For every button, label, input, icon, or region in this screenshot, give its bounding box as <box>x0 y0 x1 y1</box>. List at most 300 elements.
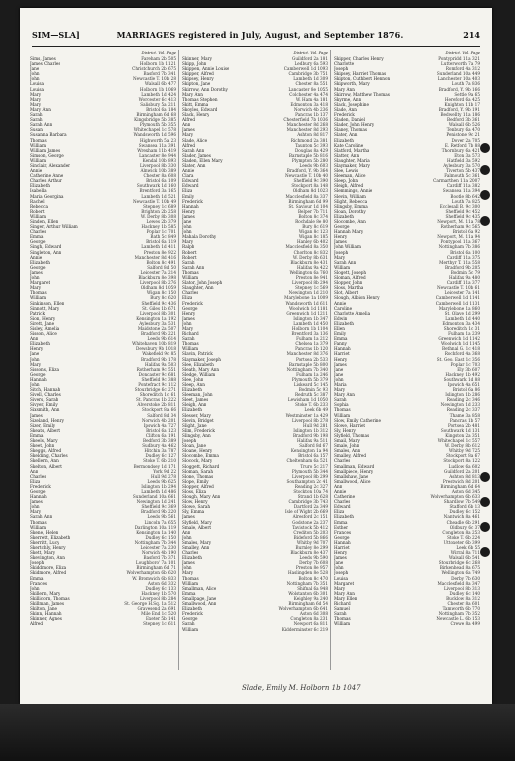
entry-name: Slemmings, Annie <box>334 188 373 194</box>
entry-name: Frances <box>30 580 48 586</box>
entry-name: James <box>182 315 195 321</box>
entry-name: James <box>182 127 195 133</box>
entry-name: James <box>182 213 195 219</box>
entry-district: Chester 8a 551 <box>295 81 328 87</box>
entry-district: Birmingham 6d 99 <box>288 198 328 204</box>
entry-name: Joseph <box>334 249 349 255</box>
entry-name: Skoyles, Edward <box>182 106 218 112</box>
entry-name: Eliza <box>182 188 193 194</box>
entry-district: Bristol 6a 86 <box>452 387 480 393</box>
entry-name: Thomas <box>30 519 47 525</box>
entry-district: Dewsbury 9b 1018 <box>136 346 176 352</box>
entry-district: Loughboro' 7a 101 <box>135 560 176 566</box>
entry-district: Bradford 9b 221 <box>140 331 176 337</box>
entry-name: Elizabeth <box>182 606 202 612</box>
entry-name: Skillern, Mary <box>30 590 61 596</box>
entry-district: W. Ham 4a 181 <box>295 96 328 102</box>
entry-name: Eliza <box>334 509 345 515</box>
entry-name: Slocock, Mary <box>182 458 213 464</box>
entry-name: Eliza <box>30 478 41 484</box>
entry-name: John <box>30 504 40 510</box>
column-head: District. Vol. Page <box>141 50 176 55</box>
entry-name: Skelding, Charles <box>30 453 68 459</box>
entry-name: Sivers, Sarah <box>30 397 59 403</box>
entry-name: John <box>30 275 40 281</box>
entry-name: Sion, Henry <box>30 315 56 321</box>
entry-district: Thornbury 6a 421 <box>441 147 480 153</box>
entry-district: Newcastle T. 10b 28 <box>132 76 176 82</box>
binder-hole <box>480 522 490 532</box>
entry-district: Brentford 3a 136 <box>291 331 328 337</box>
entry-name: Slim, Frederick <box>182 427 215 433</box>
entry-district: St. Pancras 1b 222 <box>135 397 176 403</box>
binder-hole <box>480 190 490 200</box>
entry-district: Lancaster 8e 1055 <box>288 86 328 92</box>
entry-name: Sarah Ann <box>334 259 357 265</box>
entry-name: Hannah <box>30 376 47 382</box>
entry-district: Whitechapel 1c 557 <box>437 438 480 444</box>
entry-name: Slight, Jane <box>182 422 207 428</box>
entry-district: Bristol 6a 184 <box>146 106 176 112</box>
entry-district: Godstone 2a 237 <box>292 519 328 525</box>
entry-name: William <box>30 524 47 530</box>
entry-name: Ellen <box>334 325 345 331</box>
entry-district: Brighton 2b 258 <box>141 208 176 214</box>
entry-district: W. Derby 8b 612 <box>444 443 480 449</box>
entry-district: Stockport 8a 148 <box>291 183 328 189</box>
entry-name: Margaret <box>334 580 355 586</box>
entry-name: Hannah Mary <box>334 229 364 235</box>
column-1 <box>30 50 176 672</box>
entry-district: Portsea 2b 481 <box>448 422 480 428</box>
entry-district: Basford 7b 371 <box>143 555 176 561</box>
entry-name: Sirett, Jane <box>30 320 55 326</box>
entry-district: Bolton 8c 374 <box>298 213 328 219</box>
entry-name: Sleigh, Alfred <box>334 183 364 189</box>
entry-district: Marylebone 1a 1009 <box>284 295 328 301</box>
entry-district: Bristol 6a 119 <box>146 239 176 245</box>
entry-district: Lewes 2b 379 <box>146 219 176 224</box>
entry-district: Aston 6d 345 <box>451 488 480 494</box>
entry-district: Hanley 6b 402 <box>296 239 328 245</box>
entry-name: Slough, Mary Ann <box>182 494 221 500</box>
entry-name: Sloman, Sarah <box>182 468 214 474</box>
entry-name: James <box>182 514 195 520</box>
entry-district: Newport 6a 811 <box>293 621 328 627</box>
entry-name: Edward <box>182 183 199 189</box>
entry-district: Ledbury 6a 593 <box>294 61 328 67</box>
entry-name: Emma <box>182 590 196 596</box>
binder-hole <box>480 497 490 507</box>
entry-name: William <box>30 142 47 148</box>
entry-name: Sleeman, Alice <box>334 173 366 179</box>
entry-name: Mary <box>30 285 42 291</box>
entry-district: Tiverton 5b 437 <box>446 168 480 174</box>
entry-district: Pontefract 9c 112 <box>138 382 176 387</box>
entry-district: Islington 1b 347 <box>293 315 328 321</box>
entry-district: Bucklow 8a 312 <box>446 595 480 601</box>
entry-district: Pancras 1b 57 <box>449 417 480 423</box>
entry-name: Mary <box>334 254 346 260</box>
entry-district: Lambeth 1d 450 <box>293 320 328 326</box>
entry-district: Swansea 11a 394 <box>442 188 480 194</box>
entry-district: St. George H.Sq. 1a 512 <box>124 601 176 607</box>
entry-name: George <box>30 239 46 245</box>
entry-district: Birmingham 6d 64 <box>440 483 480 489</box>
entry-name: Clara <box>182 173 194 179</box>
entry-name: Frederick <box>182 611 203 617</box>
entry-district: Strand 1b 628 <box>297 494 328 500</box>
entry-name: Sleep, Ann <box>182 382 205 387</box>
entry-district: Lutterworth 7a 79 <box>441 61 480 67</box>
entry-district: Settle 9a 65 <box>454 91 480 97</box>
entry-district: Ipswich 4a 727 <box>143 422 176 428</box>
entry-district: Hackney 1b 570 <box>141 590 176 596</box>
entry-name: Sledge, William <box>182 371 216 377</box>
entry-name: Sizeland, Henry <box>30 417 64 423</box>
entry-district: Nottingham 7b 340 <box>286 366 328 372</box>
entry-district: Wigan 8c 185 <box>298 234 328 240</box>
entry-name: Joseph <box>182 438 197 444</box>
entry-name: Elizabeth <box>334 320 354 326</box>
entry-district: Dartford 2a 349 <box>293 504 328 510</box>
entry-name: Harriet <box>334 351 350 357</box>
entry-district: Crewe 8a 499 <box>450 621 480 627</box>
entry-district: Aston 6d 332 <box>147 580 176 586</box>
entry-district: E. Retford 7b 88 <box>444 142 480 148</box>
entry-district: Newcastle T. 10b 40 <box>284 173 328 179</box>
entry-name: Henry <box>30 346 44 352</box>
entry-district: Pontypridd 11a 321 <box>438 56 480 61</box>
entry-name: Simson, George <box>30 152 64 158</box>
entry-district: Chester 8a 608 <box>143 173 176 179</box>
entry-district: Barnstaple 5b 800 <box>288 361 328 367</box>
entry-name: Smale, John <box>334 443 360 449</box>
entry-district: Hackney 1b 492 <box>445 371 480 377</box>
entry-name: Henry <box>182 208 196 214</box>
entry-name: Eliza <box>182 295 193 301</box>
entry-district: Fulham 1a 246 <box>296 371 328 377</box>
entry-name: Skelton, Albert <box>30 463 62 469</box>
entry-name: John William <box>334 244 361 250</box>
entry-district: Oldbury 6c 37 <box>449 524 480 530</box>
entry-district: Congleton 8a 231 <box>290 616 328 622</box>
entry-name: Slopper, John <box>334 280 363 286</box>
entry-name: Skipper, Charles Henry <box>334 56 384 61</box>
entry-district: Bristol 6a 157 <box>298 453 328 459</box>
entry-district: Lanchester 10a 403 <box>437 76 480 82</box>
entry-district: Thame 3a 858 <box>449 412 480 418</box>
entry-name: Sarah Ann <box>30 514 53 520</box>
entry-district: Fulham 1a 212 <box>296 336 328 342</box>
entry-district: Ashton 8d 813 <box>449 473 480 479</box>
entry-name: Annie <box>334 300 347 306</box>
entry-name: Fanny <box>334 341 347 347</box>
entry-name: Slaughter, Ann <box>182 285 214 291</box>
entry-name: Joseph <box>334 570 349 576</box>
entry-name: Mary <box>334 387 346 393</box>
entry-name: Slader, James <box>182 152 211 158</box>
column-head: District. Vol. Page <box>445 50 480 55</box>
entry-district: St. Giles 1b 671 <box>142 305 176 311</box>
entry-name: Henry <box>334 234 348 240</box>
entry-name: Ann <box>30 468 39 474</box>
entry-district: Haslingden 8e 528 <box>287 570 328 576</box>
entry-district: Basford 7b 341 <box>143 71 176 77</box>
entry-name: Sarah <box>30 117 43 123</box>
entry-district: Swansea 11a 391 <box>138 142 176 148</box>
column-head: District. Vol. Page <box>293 50 328 55</box>
entry-name: Skeels, Mary <box>30 438 58 444</box>
entry-name: Hannah <box>334 539 351 545</box>
entry-district: Lambeth 1d 486 <box>141 488 176 494</box>
entry-name: Emma <box>30 432 44 438</box>
entry-name: Skillman, James <box>30 601 65 607</box>
entry-name: Sarah Ann <box>182 264 205 270</box>
entry-district: St. Geo. East 1c 356 <box>436 356 480 362</box>
register-entry <box>30 621 176 626</box>
entry-district: Bedford 3b 389 <box>143 438 176 444</box>
entry-name: Jane <box>30 351 40 357</box>
entry-name: Slatter, Ann <box>334 152 360 158</box>
entry-district: Tamworth 6b 770 <box>442 606 480 612</box>
entry-district: Bury 8c 619 <box>302 224 328 230</box>
entry-name: Slader, John Henry <box>334 122 375 128</box>
entry-district: Fulham 1a 239 <box>448 331 480 337</box>
entry-name: Catherine Anne <box>30 173 64 179</box>
entry-name: James <box>30 412 43 418</box>
entry-district: Shifnal 6a 948 <box>297 585 328 591</box>
entry-district: Edmonton 3a 434 <box>442 320 480 326</box>
entry-district: Rochdale 8e 80 <box>295 219 328 224</box>
entry-district: Newington 1d 210 <box>288 290 328 296</box>
entry-district: Rotherham 9c 551 <box>136 366 176 372</box>
entry-district: Exeter 5b 141 <box>145 616 176 622</box>
entry-name: Smallpage, Jane <box>182 595 217 601</box>
entry-name: Catherine <box>334 494 356 500</box>
entry-name: Charles <box>30 229 47 235</box>
entry-district: Newington 1d 241 <box>136 499 176 505</box>
entry-district: Alnwick 10b 389 <box>140 168 176 174</box>
entry-name: Jane <box>334 366 344 372</box>
entry-district: Birmingham 6d 71 <box>136 565 176 571</box>
entry-district: Whitby 9d 725 <box>448 448 480 454</box>
entry-name: Sarah <box>182 336 195 342</box>
entry-name: Charlotte Amelia <box>334 310 371 316</box>
entry-district: Kensington 1a 94 <box>290 448 328 454</box>
entry-name: Charles <box>334 499 351 505</box>
entry-district: Woolwich 1d 1145 <box>440 341 480 347</box>
entry-district: Wigan 8c 123 <box>298 229 328 235</box>
entry-district: Poplar 1c 703 <box>450 361 480 367</box>
entry-name: James Charles <box>30 61 61 67</box>
entry-name: Skipton, Jane <box>182 81 211 87</box>
entry-district: Wandsworth 1d 596 <box>133 132 176 138</box>
entry-district: Aston 6d 308 <box>299 611 328 617</box>
entry-name: Thomas <box>182 341 199 347</box>
entry-name: Louisa <box>334 575 348 581</box>
entry-name: George <box>334 534 350 540</box>
entry-name: Thomas Stephen <box>182 96 218 102</box>
entry-name: Mary <box>30 509 42 515</box>
entry-name: James <box>30 269 43 275</box>
entry-district: Kensington 1a 192 <box>136 315 176 321</box>
entry-name: Charles Arthur <box>30 178 62 184</box>
entry-name: Henry <box>182 310 196 316</box>
entry-name: Slevin, Bridget <box>182 417 214 423</box>
entry-district: Halifax 9a 511 <box>296 438 328 444</box>
entry-district: Bethnal G. 1c 418 <box>442 346 480 352</box>
entry-district: Bradford, Y. 9b 191 <box>438 106 480 112</box>
handwritten-annotation: Slade, Emily M. Holborn 1b 1047 <box>242 684 361 692</box>
entry-name: Elizabeth <box>30 183 50 189</box>
entry-district: Dover 2a 705 <box>451 137 480 143</box>
entry-name: Singh, Edward <box>30 244 62 250</box>
entry-name: Isabella <box>30 188 47 194</box>
entry-name: Jane <box>334 371 344 377</box>
entry-name: Annie <box>30 168 43 174</box>
entry-name: Emma <box>334 519 348 525</box>
entry-name: Sarah Ann <box>30 122 53 128</box>
page-header <box>32 30 480 46</box>
entry-name: Hannah <box>334 346 351 352</box>
entry-name: William <box>30 157 47 163</box>
entry-district: W. Derby 8b 631 <box>292 254 328 260</box>
entry-district: Darlington 10a 119 <box>134 524 176 530</box>
entry-district: Derby 7b 608 <box>299 560 328 566</box>
entry-name: George <box>182 616 198 622</box>
entry-district: Shoreditch 1c 61 <box>139 392 176 398</box>
entry-name: Skipsey, Harriet Thomas <box>334 71 387 77</box>
entry-name: John <box>30 585 40 591</box>
entry-district: Dudley 6c 140 <box>449 590 480 596</box>
entry-name: Samuel <box>334 606 350 612</box>
entry-name: Sleeman, John <box>182 392 213 398</box>
entry-district: Ludlow 6a 602 <box>448 463 480 469</box>
entry-district: Belper 7b 711 <box>297 208 328 214</box>
entry-name: Slesser, Mary <box>182 412 211 418</box>
entry-district: Camberwell 1d 1093 <box>283 66 328 72</box>
entry-district: Marylebone 1a 860 <box>438 305 480 311</box>
entry-name: Slow, Emily Catherine <box>334 417 381 423</box>
entry-district: Birkenhead 8a 675 <box>439 565 480 571</box>
entry-district: Wrexham 11b 419 <box>137 147 176 153</box>
entry-name: Slater, Ann <box>334 132 358 138</box>
entry-district: Bermondsey 1d 171 <box>133 463 176 469</box>
entry-district: Westminster 1a 429 <box>285 412 328 418</box>
entry-district: Fareham 2b 505 <box>141 56 176 61</box>
entry-district: Doncaster 9c 681 <box>138 371 176 377</box>
entry-name: Annie <box>30 254 43 260</box>
entry-district: Camberwell 1d 1131 <box>435 300 480 306</box>
entry-district: Lambeth 1d 411 <box>141 244 176 250</box>
entry-name: William <box>30 295 47 301</box>
entry-district: Pontypool 11a 367 <box>440 239 480 245</box>
entry-name: Alfred <box>30 621 44 627</box>
entry-district: Ely 3b 607 <box>457 366 480 372</box>
entry-district: Carmarthen 11a 2007 <box>433 178 480 184</box>
entry-name: Slyfield, Thomas <box>334 432 370 438</box>
entry-name: Sims, James <box>30 56 56 61</box>
entry-name: Smales, Ann <box>334 448 361 454</box>
entry-district: Stoke T. 6b 210 <box>143 458 176 464</box>
entry-district: St. Olave 1d 299 <box>444 310 480 316</box>
entry-name: Smail, Mary <box>334 438 360 444</box>
entry-name: Frederick <box>334 112 355 118</box>
entry-name: Thomas <box>334 407 351 413</box>
entry-district: Leeds 9b 590 <box>299 555 328 561</box>
entry-district: Hereford 6a 425 <box>444 96 480 102</box>
entry-name: Elizabeth <box>30 259 50 265</box>
entry-name: Slee, Elizabeth <box>182 361 214 367</box>
entry-name: Slaymaker, Mary <box>334 162 370 168</box>
entry-name: Susan <box>30 127 43 133</box>
entry-district: Greenwich 1d 1142 <box>438 336 480 342</box>
entry-name: Mary <box>334 585 346 591</box>
register-entry <box>334 621 480 626</box>
entry-district: Walsall 6b 526 <box>448 122 480 128</box>
entry-name: Slocombe, Ann <box>334 219 366 224</box>
entry-name: Emily <box>334 331 347 337</box>
entry-name: Smalley, Alfred <box>334 453 367 459</box>
entry-name: Richard <box>182 331 199 337</box>
entry-name: Annie <box>182 168 195 174</box>
entry-district: Bath 5c 849 <box>150 234 176 240</box>
entry-district: Manchester 8d 416 <box>134 254 176 260</box>
entry-district: Chelsea 1a 379 <box>295 341 328 347</box>
entry-name: Skevington, Ann <box>30 555 65 561</box>
entry-name: Sloan, Dorothy <box>334 208 366 214</box>
entry-name: Patrick <box>30 310 46 316</box>
entry-district: Liverpool 8b 294 <box>291 280 328 286</box>
entry-district: Merthyr T. 11a 558 <box>439 259 480 265</box>
entry-name: Susanna Barbara <box>30 132 67 138</box>
entry-district: Bideford 5b 866 <box>293 534 328 540</box>
entry-name: Sisley, Amelia <box>30 325 60 331</box>
entry-name: Skett, Mary <box>30 550 56 556</box>
entry-name: Smallman, Edward <box>334 463 375 469</box>
entry-name: Slone, Thomas <box>182 473 214 479</box>
entry-district: Wirral 8a 711 <box>450 550 480 556</box>
entry-district: Sunderland 10a 661 <box>132 494 176 500</box>
entry-name: Sinclair, Alexander <box>30 162 71 168</box>
entry-name: Sloane, Henry <box>182 448 213 454</box>
entry-district: Colchester 4a 474 <box>289 91 328 97</box>
entry-name: Thomas <box>30 137 47 143</box>
entry-name: Louisa <box>30 81 44 87</box>
entry-district: Leeds 9b 561 <box>147 514 176 520</box>
entry-name: Ann <box>182 529 191 535</box>
entry-name: Slade, Ann <box>334 106 357 112</box>
entry-name: Sladen, Daniel <box>334 117 365 123</box>
entry-district: Nottingham 7b 386 <box>438 244 480 250</box>
entry-district: Bristol 6a 123 <box>146 427 176 433</box>
entry-district: Kensington 1a 140 <box>136 529 176 535</box>
entry-district: Norwich 4b 236 <box>293 106 328 112</box>
entry-name: Skidmore, Alfred <box>30 570 67 576</box>
entry-district: Shardlow 7b 549 <box>443 499 480 505</box>
entry-name: Skerrett, Elizabeth <box>30 534 71 540</box>
entry-name: Sly, Henry <box>334 427 356 433</box>
entry-name: Slee, John <box>182 376 204 382</box>
entry-district: Chesterfield 7b 1036 <box>283 117 328 123</box>
entry-name: Mary <box>182 239 194 245</box>
entry-name: Slaughter, Maria <box>334 157 370 163</box>
entry-district: Tavistock 5b 412 <box>292 524 328 530</box>
entry-name: Charles <box>182 550 199 556</box>
entry-district: Newcastle T. 10b 61 <box>436 285 480 291</box>
entry-name: Robert <box>30 208 45 214</box>
